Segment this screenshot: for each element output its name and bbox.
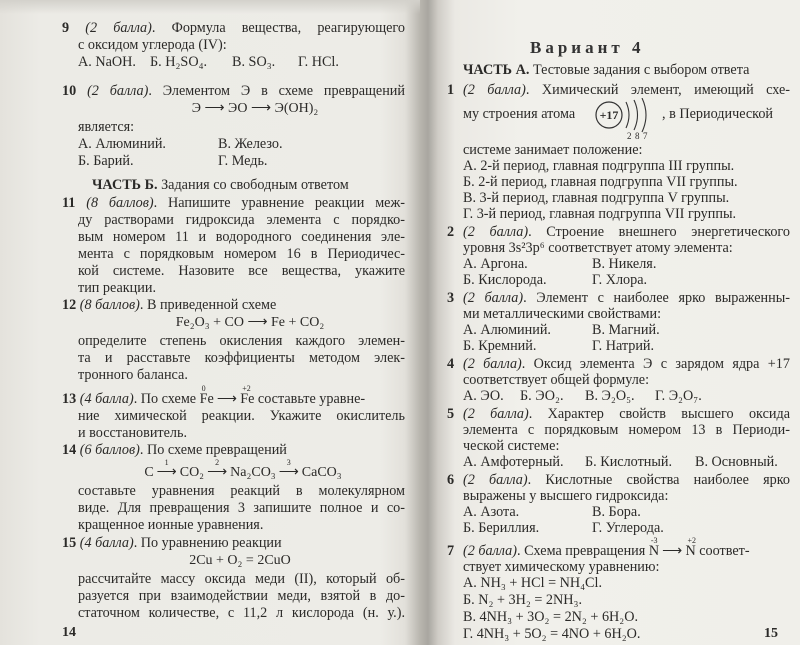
part-label: ЧАСТЬ Б. bbox=[92, 177, 158, 193]
question-1-heading bbox=[463, 82, 790, 98]
question-points: (2 балла) bbox=[463, 543, 517, 559]
question-number: 9 bbox=[62, 20, 70, 36]
option-a: А. Алюминий. bbox=[463, 322, 551, 338]
question-points: (2 балла) bbox=[463, 224, 529, 240]
oxidation-to: Fe +2 bbox=[240, 384, 255, 407]
question-13-text: и восстановитель. bbox=[78, 425, 188, 441]
atom-structure-diagram bbox=[594, 98, 660, 140]
option-b: Б. Бериллия. bbox=[463, 520, 540, 536]
arrow-icon: ⟶ 1 bbox=[156, 458, 177, 480]
option-b: Б. ЭО₂. bbox=[520, 388, 564, 404]
option-v: В. Железо. bbox=[218, 136, 283, 152]
option-v: В. Магний. bbox=[592, 322, 660, 338]
question-points: (2 балла) bbox=[463, 472, 528, 488]
electron-shell-icon bbox=[634, 100, 638, 130]
question-12-text: определите степень окисления каждого элемен- bbox=[78, 333, 405, 349]
option-a: А. NaOH. bbox=[78, 54, 136, 70]
reaction-scheme: Fe₂O₃ + CO ⟶ Fe + CO₂ bbox=[175, 315, 325, 330]
question-number: 10 bbox=[62, 83, 77, 99]
question-points: (6 баллов) bbox=[79, 442, 140, 458]
question-11-text: мента с порядковым номером 16 в Периодичес- bbox=[78, 246, 405, 262]
question-number: 6 bbox=[447, 472, 455, 488]
option-g: Г. Хлора. bbox=[592, 272, 648, 288]
question-2-text: уровня 3s²3p⁶ соответствует атому элемента: bbox=[463, 240, 733, 256]
option-g: Г. Натрий. bbox=[592, 338, 655, 354]
part-b-heading bbox=[92, 177, 349, 193]
question-14-heading bbox=[62, 442, 405, 458]
question-7-text: ствует химическому уравнению: bbox=[463, 559, 660, 575]
question-6-heading bbox=[463, 472, 790, 488]
question-11-heading bbox=[62, 195, 405, 211]
oxidation-to: N +2 bbox=[685, 536, 696, 559]
option-b: Б. Кремний. bbox=[463, 338, 537, 354]
question-12-text: тронного баланса. bbox=[78, 367, 188, 383]
question-number: 14 bbox=[62, 442, 77, 458]
question-10-text: является: bbox=[78, 119, 135, 135]
part-title: Задания со свободным ответом bbox=[161, 177, 349, 193]
question-2-heading bbox=[463, 224, 790, 240]
electron-shell-icon bbox=[642, 98, 646, 132]
page-number: 15 bbox=[764, 626, 778, 641]
option-v: В. SO₃. bbox=[232, 54, 276, 70]
question-3-heading bbox=[463, 290, 790, 306]
question-number: 1 bbox=[447, 82, 455, 98]
question-text: . По схеме превращений bbox=[139, 442, 287, 458]
part-a-heading bbox=[463, 62, 749, 78]
question-4-text: соответствует общей формуле: bbox=[463, 372, 650, 388]
question-13-text: ние химической реакции. Укажите окислитель bbox=[78, 408, 405, 424]
question-text: составьте уравне- bbox=[257, 391, 366, 407]
nucleus-charge: +17 bbox=[599, 108, 619, 122]
question-text: . Формула вещества, реагирующего bbox=[151, 20, 405, 36]
question-15-text: разуется при взаимодействии меди, взятой в до- bbox=[78, 588, 405, 604]
question-13-heading bbox=[62, 384, 405, 407]
question-points: (4 балла) bbox=[79, 535, 134, 551]
shell-electrons: 8 bbox=[635, 131, 640, 140]
page-top-shadow bbox=[0, 0, 420, 14]
question-4-heading bbox=[463, 356, 790, 372]
oxidation-from: N -3 bbox=[648, 536, 660, 559]
question-9-text: с оксидом углерода (IV): bbox=[78, 37, 227, 53]
question-number: 11 bbox=[62, 195, 76, 211]
option-a: А. Алюминий. bbox=[78, 136, 166, 152]
question-14-text: виде. Для превращения 3 запишите полное и со- bbox=[78, 500, 405, 516]
arrow-icon: ⟶ bbox=[662, 543, 683, 559]
question-5-text: ческой системе: bbox=[463, 438, 560, 454]
question-text: . Кислотные свойства наиболее ярко bbox=[527, 472, 790, 488]
question-5-text: элемента с порядковым номером 13 в Периоди- bbox=[463, 422, 790, 438]
reaction-equation: 2Cu + O₂ = 2CuO bbox=[189, 553, 291, 568]
option-v: В. 4NH₃ + 3O₂ = 2N₂ + 6H₂O. bbox=[463, 609, 639, 625]
question-number: 5 bbox=[447, 406, 455, 422]
question-11-text: вым номером 11 и водородного соединения эле- bbox=[78, 229, 405, 245]
question-1-text: , в Периодической bbox=[662, 106, 774, 122]
option-b: Б. Барий. bbox=[78, 153, 134, 169]
part-title: Тестовые задания с выбором ответа bbox=[532, 62, 750, 78]
question-text: . Элементом Э в схеме превращений bbox=[148, 83, 405, 99]
question-number: 7 bbox=[447, 543, 455, 559]
oxidation-from: Fe 0 bbox=[199, 384, 214, 407]
question-points: (4 балла) bbox=[79, 391, 134, 407]
option-g: Г. HCl. bbox=[298, 54, 339, 70]
question-points: (2 балла) bbox=[463, 82, 526, 98]
question-points: (2 балла) bbox=[463, 356, 522, 372]
option-a: А. NH₃ + HCl = NH₄Cl. bbox=[463, 575, 603, 591]
shell-electrons: 2 bbox=[627, 131, 632, 140]
question-1-text: системе занимает положение: bbox=[463, 142, 643, 158]
question-11-text: тип реакции. bbox=[78, 280, 157, 296]
arrow-icon: ⟶ 2 bbox=[207, 458, 228, 480]
question-text: . Схема превращения bbox=[516, 543, 646, 559]
question-14-text: составьте уравнения реакций в молекулярном bbox=[78, 483, 405, 499]
option-g: Г. Медь. bbox=[218, 153, 268, 169]
option-v: В. Э₂О₅. bbox=[585, 388, 635, 404]
option-a: А. ЭО. bbox=[463, 388, 504, 404]
option-g: Г. Э₂О₇. bbox=[655, 388, 702, 404]
question-number: 3 bbox=[447, 290, 455, 306]
option-a: А. Аргона. bbox=[463, 256, 528, 272]
question-1-text: му строения атома bbox=[463, 106, 576, 122]
variant-title: Вариант 4 bbox=[530, 38, 645, 57]
option-g: Г. Углерода. bbox=[592, 520, 664, 536]
question-text: . Напишите уравнение реакции меж- bbox=[153, 195, 405, 211]
option-v: В. Бора. bbox=[592, 504, 641, 520]
question-5-heading bbox=[463, 406, 790, 422]
option-v: В. Никеля. bbox=[592, 256, 657, 272]
question-15-heading bbox=[62, 535, 405, 551]
question-text: . По уравнению реакции bbox=[133, 535, 282, 551]
transformation-scheme: C ⟶ 1 CO₂ ⟶ 2 Na₂CO₃ ⟶ 3 CaCO₃ bbox=[144, 458, 342, 480]
question-text: соответ- bbox=[699, 543, 750, 559]
arrow-icon: ⟶ bbox=[216, 391, 238, 407]
question-11-text: кой системе. Назовите все вещества, укажите bbox=[78, 263, 405, 279]
question-text: . Химический элемент, имеющий схе- bbox=[525, 82, 790, 98]
question-text: . Строение внешнего энергетического bbox=[528, 224, 790, 240]
option-b: Б. N₂ + 3H₂ = 2NH₃. bbox=[463, 592, 582, 608]
question-text: . Оксид элемента Э с зарядом ядра +17 bbox=[521, 356, 790, 372]
question-12-text: та и расставьте коэффициенты методом элек- bbox=[78, 350, 405, 366]
question-number: 13 bbox=[62, 391, 77, 407]
question-text: . Характер свойств высшего оксида bbox=[528, 406, 790, 422]
option-b: Б. Кислотный. bbox=[585, 454, 673, 470]
electron-shell-icon bbox=[626, 102, 629, 128]
option-v: В. 3-й период, главная подгруппа V группы. bbox=[463, 190, 730, 206]
question-9-heading bbox=[62, 20, 405, 36]
question-number: 2 bbox=[447, 224, 455, 240]
question-10-heading bbox=[62, 83, 405, 99]
question-6-text: выражены у высшего гидроксида: bbox=[463, 488, 669, 504]
question-11-text: ду растворами гидроксида элемента с порядко- bbox=[78, 212, 405, 228]
question-number: 4 bbox=[447, 356, 455, 372]
question-number: 15 bbox=[62, 535, 77, 551]
option-b: Б. Кислорода. bbox=[463, 272, 547, 288]
question-3-text: ми металлическими свойствами: bbox=[463, 306, 662, 322]
question-text: . В приведенной схеме bbox=[139, 297, 277, 313]
question-7-heading bbox=[463, 536, 790, 559]
question-points: (2 балла) bbox=[463, 290, 524, 306]
arrow-icon: ⟶ 3 bbox=[278, 458, 299, 480]
option-a: А. 2-й период, главная подгруппа III группы. bbox=[463, 158, 735, 174]
question-points: (8 баллов) bbox=[79, 297, 140, 313]
option-a: А. Азота. bbox=[463, 504, 520, 520]
question-number: 12 bbox=[62, 297, 77, 313]
option-g: Г. 4NH₃ + 5O₂ = 4NO + 6H₂O. bbox=[463, 626, 641, 642]
question-points: (2 балла) bbox=[463, 406, 529, 422]
shell-electrons: 7 bbox=[643, 131, 648, 140]
question-text: . По схеме bbox=[133, 391, 197, 407]
reaction-scheme: Э ⟶ ЭО ⟶ Э(OH)₂ bbox=[191, 101, 319, 116]
question-points: (2 балла) bbox=[85, 20, 152, 36]
question-15-text: статочном количестве, с 11,2 л кислорода (н. у.). bbox=[78, 605, 405, 621]
question-text: . Элемент с наиболее ярко выраженны- bbox=[523, 290, 790, 306]
option-b: Б. 2-й период, главная подгруппа VII группы. bbox=[463, 174, 738, 190]
part-label: ЧАСТЬ А. bbox=[463, 62, 530, 78]
question-points: (2 балла) bbox=[87, 83, 149, 99]
option-b: Б. H₂SO₄. bbox=[150, 54, 208, 70]
question-12-heading bbox=[62, 297, 405, 313]
question-14-text: кращенное ионные уравнения. bbox=[78, 517, 264, 533]
question-points: (8 баллов) bbox=[86, 195, 154, 211]
option-g: Г. 3-й период, главная подгруппа VII группы. bbox=[463, 206, 737, 222]
question-15-text: рассчитайте массу оксида меди (II), который об- bbox=[78, 571, 405, 587]
option-a: А. Амфотерный. bbox=[463, 454, 564, 470]
option-v: В. Основный. bbox=[695, 454, 778, 470]
page-number: 14 bbox=[62, 625, 76, 640]
